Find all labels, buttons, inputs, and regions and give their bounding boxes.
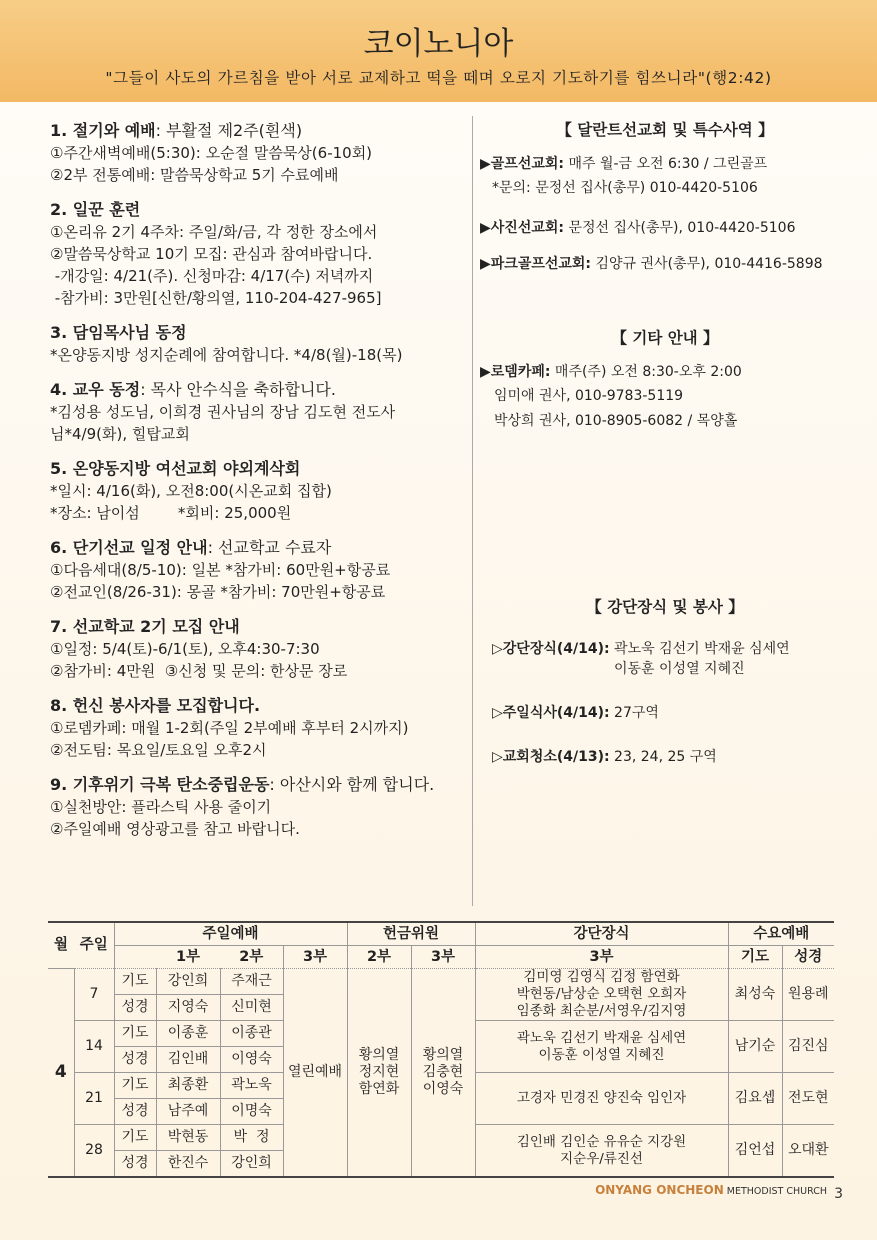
cafe-text: 매주(주) 오전 8:30-오후 2:00 [550, 364, 742, 380]
th-altar: 강단장식 [475, 922, 728, 946]
role-label-prayer: 기도 [114, 1021, 156, 1047]
role-label-scripture: 성경 [114, 1099, 156, 1125]
notice-heading-bold: 7. 선교학교 2기 모집 안내 [50, 617, 240, 636]
wed-prayer-cell: 김요셉 [728, 1073, 782, 1125]
th-2bu: 2부 [220, 946, 283, 969]
notice-line: -참가비: 3만원[신한/황의열, 110-204-427-965] [50, 289, 382, 307]
notice-item [50, 774, 470, 840]
parkgolf-label: ▶파크골프선교회: [480, 256, 592, 272]
sunday-2bu-scripture: 신미현 [220, 995, 283, 1021]
bible-verse: "그들이 사도의 가르침을 받아 서로 교제하고 떡을 떼며 오로지 기도하기를 힘쓰니라"(행2:42) [105, 69, 772, 87]
week-cell: 14 [74, 1021, 114, 1073]
th-1bu: 1부 [156, 946, 220, 969]
notice-line: *온양동지방 성지순례에 참여합니다. *4/8(월)-18(목) [50, 346, 403, 364]
wed-scripture-cell: 김진심 [782, 1021, 834, 1073]
sunday-3bu-cell: 열린예배 [283, 969, 347, 1178]
notice-heading-bold: 9. 기후위기 극복 탄소중립운동 [50, 775, 270, 794]
altar-names-2: 이동훈 이성열 지혜진 [614, 661, 745, 677]
mission-title: 【 달란트선교회 및 특수사역 】 [556, 121, 774, 139]
photo-mission [480, 218, 850, 238]
role-label-prayer: 기도 [114, 1073, 156, 1099]
offering-2bu-cell: 황의열 정지현 함연화 [347, 969, 411, 1178]
altar-cell: 고경자 민경진 양진숙 임인자 [475, 1073, 728, 1125]
notice-item [50, 120, 470, 186]
notice-heading [50, 616, 470, 638]
notice-heading-bold: 4. 교우 동정 [50, 380, 141, 399]
notice-line: ①주간새벽예배(5:30): 오순절 말씀묵상(6-10회) [50, 144, 373, 162]
notice-heading [50, 458, 470, 480]
notice-line: *김성용 성도님, 이희경 권사님의 장남 김도현 전도사 [50, 403, 396, 421]
notice-line: ①로뎀카페: 매월 1-2회(주일 2부예배 후부터 2시까지) [50, 719, 409, 737]
week-cell: 21 [74, 1073, 114, 1125]
notice-line: *일시: 4/16(화), 오전8:00(시온교회 집합) [50, 482, 332, 500]
notice-heading [50, 695, 470, 717]
clean-text: 23, 24, 25 구역 [609, 749, 717, 765]
notice-heading [50, 322, 470, 344]
page-number: 3 [834, 1186, 843, 1202]
cafe-contact-1: 임미애 권사, 010-9783-5119 [494, 388, 684, 404]
notice-heading [50, 199, 470, 221]
notices-column [50, 120, 470, 853]
notice-heading-rest: : 목사 안수식을 축하합니다. [140, 380, 336, 399]
etc-title: 【 기타 안내 】 [611, 329, 719, 347]
month-cell: 4 [48, 969, 74, 1178]
sunday-2bu-prayer: 박 정 [220, 1125, 283, 1151]
cafe-contact-2: 박상희 권사, 010-8905-6082 / 목양홀 [494, 413, 738, 429]
service-schedule-table [48, 921, 834, 1178]
sunday-1bu-scripture: 김인배 [156, 1047, 220, 1073]
notice-heading-bold: 8. 헌신 봉사자를 모집합니다. [50, 696, 261, 715]
photo-label: ▶사진선교회: [480, 220, 564, 236]
notice-line: ①온리유 2기 4주차: 주일/화/금, 각 정한 장소에서 [50, 223, 378, 241]
notice-line: ②전교인(8/26-31): 몽골 *참가비: 70만원+항공료 [50, 583, 386, 601]
th-wed-prayer: 기도 [728, 946, 782, 969]
sunday-2bu-prayer: 주재근 [220, 969, 283, 995]
role-label-scripture: 성경 [114, 1047, 156, 1073]
meal-label: ▷주일식사(4/14): [492, 705, 610, 721]
notice-heading-rest: : 부활절 제2주(흰색) [155, 121, 303, 140]
sunday-1bu-scripture: 남주예 [156, 1099, 220, 1125]
notice-heading-bold: 2. 일꾼 훈련 [50, 200, 141, 219]
page-title: 코이노니아 [363, 26, 514, 62]
footer-church-name [595, 1183, 827, 1197]
clean-label: ▷교회청소(4/13): [492, 749, 610, 765]
th-wednesday: 수요예배 [728, 922, 834, 946]
wed-scripture-cell: 원용례 [782, 969, 834, 1021]
notice-line: ②전도팀: 목요일/토요일 오후2시 [50, 741, 267, 759]
notice-heading [50, 120, 470, 142]
offering-3bu-cell: 황의열 김충현 이영숙 [411, 969, 475, 1178]
notice-line: 님*4/9(화), 힐탑교회 [50, 425, 190, 443]
right-column [480, 118, 850, 767]
notice-line: ①다음세대(8/5-10): 일본 *참가비: 60만원+항공료 [50, 561, 391, 579]
notice-item [50, 458, 470, 524]
notice-line: ①실천방안: 플라스틱 사용 줄이기 [50, 798, 272, 816]
sunday-2bu-scripture: 강인희 [220, 1151, 283, 1178]
wed-scripture-cell: 오대환 [782, 1125, 834, 1178]
notice-line: ②말씀묵상학교 10기 모집: 관심과 참여바랍니다. [50, 245, 373, 263]
notice-line: *장소: 남이섬 *회비: 25,000원 [50, 504, 292, 522]
sunday-1bu-scripture: 지영숙 [156, 995, 220, 1021]
altar-text: 곽노욱 김선기 박재윤 심세연 [609, 641, 790, 657]
altar-cell: 김인배 김인순 유유순 지강원 지순우/류진선 [475, 1125, 728, 1178]
wed-prayer-cell: 남기순 [728, 1021, 782, 1073]
week-cell: 28 [74, 1125, 114, 1178]
notice-line: ②2부 전통예배: 말씀묵상학교 5기 수료예배 [50, 166, 339, 184]
cafe-label: ▶로뎀카페: [480, 364, 551, 380]
meal-info [480, 703, 850, 723]
role-label-scripture: 성경 [114, 995, 156, 1021]
golf-mission [480, 154, 850, 174]
role-label-scripture: 성경 [114, 1151, 156, 1178]
th-offering-2bu: 2부 [347, 946, 411, 969]
sunday-2bu-scripture: 이영숙 [220, 1047, 283, 1073]
notice-heading [50, 537, 470, 559]
notice-heading-rest: : 아산시와 함께 합니다. [269, 775, 435, 794]
notice-item [50, 322, 470, 366]
cafe-info [480, 362, 850, 382]
th-offering: 헌금위원 [347, 922, 475, 946]
photo-text: 문정선 집사(총무), 010-4420-5106 [564, 220, 796, 236]
sunday-1bu-scripture: 한진수 [156, 1151, 220, 1178]
notice-heading-bold: 3. 담임목사님 동정 [50, 323, 187, 342]
notice-item [50, 695, 470, 761]
table-row [48, 969, 834, 995]
altar-cell: 곽노욱 김선기 박재윤 심세연 이동훈 이성열 지혜진 [475, 1021, 728, 1073]
notice-item [50, 379, 470, 445]
altar-title: 【 강단장식 및 봉사 】 [586, 598, 744, 616]
th-week: 주일 [74, 922, 114, 969]
sunday-2bu-prayer: 이종관 [220, 1021, 283, 1047]
notice-item [50, 537, 470, 603]
sunday-1bu-prayer: 최종환 [156, 1073, 220, 1099]
notice-heading-bold: 6. 단기선교 일정 안내 [50, 538, 208, 557]
th-month: 월 [48, 922, 74, 969]
notice-heading [50, 774, 470, 796]
sunday-2bu-prayer: 곽노욱 [220, 1073, 283, 1099]
wed-prayer-cell: 최성숙 [728, 969, 782, 1021]
sunday-1bu-prayer: 이종훈 [156, 1021, 220, 1047]
footer-church: ONYANG ONCHEON [595, 1183, 724, 1197]
clean-info [480, 747, 850, 767]
notice-heading-rest: : 선교학교 수료자 [207, 538, 332, 557]
sunday-2bu-scripture: 이명숙 [220, 1099, 283, 1125]
altar-info [480, 639, 850, 659]
th-3bu: 3부 [283, 946, 347, 969]
notice-heading [50, 379, 470, 401]
sunday-1bu-prayer: 강인희 [156, 969, 220, 995]
table-body [48, 969, 834, 1178]
week-cell: 7 [74, 969, 114, 1021]
wed-scripture-cell: 전도현 [782, 1073, 834, 1125]
th-offering-3bu: 3부 [411, 946, 475, 969]
notice-line: ①일정: 5/4(토)-6/1(토), 오후4:30-7:30 [50, 640, 320, 658]
notice-line: -개강일: 4/21(주). 신청마감: 4/17(수) 저녁까지 [50, 267, 374, 285]
golf-contact: *문의: 문정선 집사(총무) 010-4420-5106 [492, 180, 758, 196]
notice-line: ②주일예배 영상광고를 참고 바랍니다. [50, 820, 300, 838]
altar-label: ▷강단장식(4/14): [492, 641, 610, 657]
parkgolf-text: 김양규 권사(총무), 010-4416-5898 [591, 256, 823, 272]
role-label-prayer: 기도 [114, 969, 156, 995]
footer-suffix: METHODIST CHURCH [723, 1186, 827, 1197]
role-label-prayer: 기도 [114, 1125, 156, 1151]
sunday-1bu-prayer: 박현동 [156, 1125, 220, 1151]
altar-cell: 김미영 김영식 김정 함연화 박현동/남상순 오택현 오희자 임종화 최순분/서영우/김지영 [475, 969, 728, 1021]
parkgolf-mission [480, 254, 850, 274]
meal-text: 27구역 [609, 705, 659, 721]
th-altar-3bu: 3부 [475, 946, 728, 969]
golf-text: 매주 월-금 오전 6:30 / 그린골프 [564, 156, 768, 172]
notice-heading-bold: 5. 온양동지방 여선교회 야외계삭회 [50, 459, 301, 478]
th-sunday-worship: 주일예배 [114, 922, 347, 946]
notice-item [50, 199, 470, 309]
header-banner [0, 0, 877, 102]
column-divider [472, 116, 473, 906]
notice-item [50, 616, 470, 682]
notice-heading-bold: 1. 절기와 예배 [50, 121, 156, 140]
notice-line: ②참가비: 4만원 ③신청 및 문의: 한상문 장로 [50, 662, 348, 680]
golf-label: ▶골프선교회: [480, 156, 564, 172]
wed-prayer-cell: 김언섭 [728, 1125, 782, 1178]
th-wed-scripture: 성경 [782, 946, 834, 969]
